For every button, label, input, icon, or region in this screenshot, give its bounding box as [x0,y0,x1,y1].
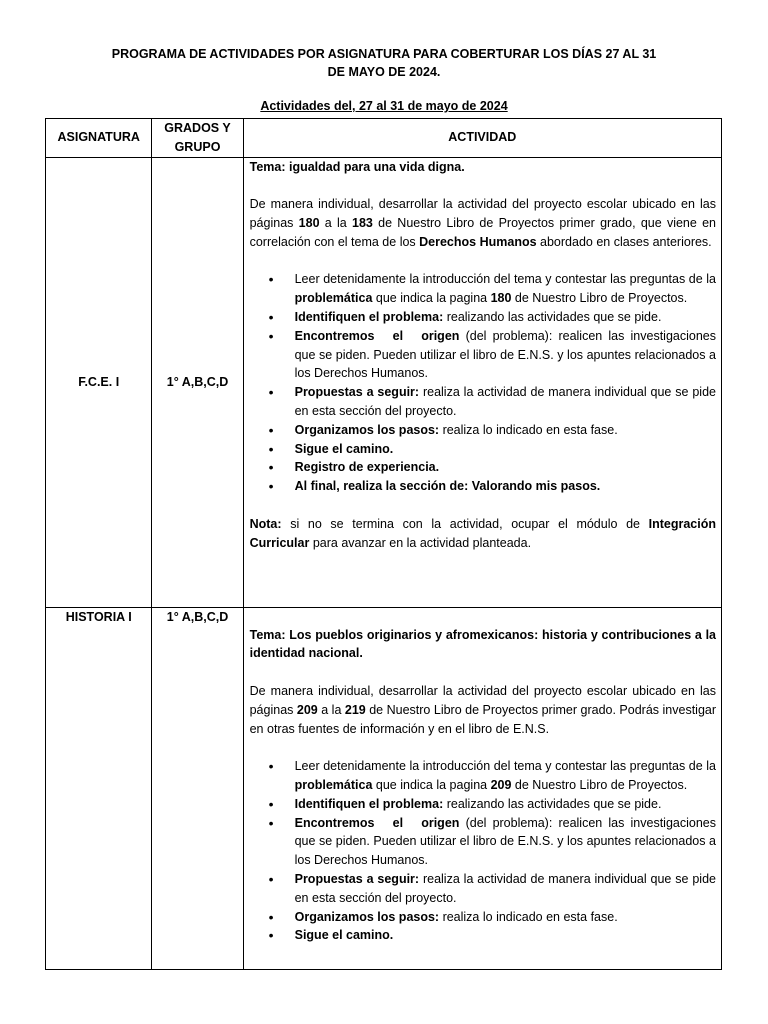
activities-table [45,118,722,970]
subject-cell: HISTORIA I [46,607,152,969]
intro-page-start: 180 [298,215,320,230]
activity-note: Nota: si no se termina con la actividad, ocupar el módulo de Integración Curricular para avanzar en la actividad planteada. [249,516,716,550]
title-line-2: DE MAYO DE 2024. [327,65,441,79]
activity-cell [243,607,721,969]
list-item: • Propuestas a seguir: realiza la actividad de manera individual que se pide en esta sección del proyecto. [295,870,716,908]
list-item: • Sigue el camino. [295,926,716,945]
list-item: • Identifiquen el problema: realizando las actividades que se pide. [295,308,716,327]
list-item: • Leer detenidamente la introducción del tema y contestar las preguntas de la problemática que indica la pagina 180 de Nuestro Libro de Proyectos. [295,270,716,308]
intro-highlight: Derechos Humanos [419,234,537,249]
table-row [46,607,722,969]
activity-topic: Tema: igualdad para una vida digna. [249,159,465,174]
list-item: • Identifiquen el problema: realizando las actividades que se pide. [295,795,716,814]
intro-text: de Nuestro Libro de Proyectos primer grado. Podrás investigar en otras fuentes de información y en el libro de E.N.S. [249,702,717,736]
list-item: • Organizamos los pasos: realiza lo indicado en esta fase. [295,421,716,440]
list-item: • Registro de experiencia. [295,458,716,477]
title-line-1: PROGRAMA DE ACTIVIDADES POR ASIGNATURA PARA COBERTURAR LOS DÍAS 27 AL 31 [111,47,657,61]
header-subject: ASIGNATURA [46,119,152,158]
activity-topic: Tema: Los pueblos originarios y afromexicanos: historia y contribuciones a la identidad nacional. [249,627,716,661]
document-title [60,45,708,81]
activity-intro [250,195,716,251]
intro-page-end: 219 [344,702,366,717]
intro-page-end: 183 [352,215,373,230]
intro-text: de Nuestro Libro de Proyectos primer grado, que viene en correlación con el tema de los [249,215,716,249]
intro-text: a la [317,702,345,717]
header-activity: ACTIVIDAD [243,119,721,158]
steps-list [250,270,716,496]
header-grade-line-1: GRADOS Y [164,121,231,135]
subject-cell: F.C.E. I [46,157,152,607]
intro-page-start: 209 [296,702,318,717]
steps-list [250,757,716,945]
list-item: • Organizamos los pasos: realiza lo indicado en esta fase. [295,908,716,927]
activity-intro [250,682,716,738]
intro-text: De manera individual, desarrollar la actividad del proyecto escolar ubicado en las páginas [249,683,716,717]
list-item: • Encontremos el origen (del problema): realicen las investigaciones que se piden. Pueden utilizar el libro de E.N.S. y los apuntes relacionados a los Derechos Humanos. [295,327,716,383]
table-header-row [46,119,722,158]
header-grade-line-2: GRUPO [174,139,221,154]
intro-text: abordado en clases anteriores. [536,234,712,249]
document-subtitle: Actividades del, 27 al 31 de mayo de 2024 [260,99,508,113]
list-item: • Leer detenidamente la introducción del tema y contestar las preguntas de la problemática que indica la pagina 209 de Nuestro Libro de Proyectos. [295,757,716,795]
list-item: • Al final, realiza la sección de: Valorando mis pasos. [295,477,716,496]
list-item: • Encontremos el origen (del problema): realicen las investigaciones que se piden. Pueden utilizar el libro de E.N.S. y los apuntes relacionados a los Derechos Humanos. [295,814,716,870]
header-grade [152,119,243,158]
activity-cell [243,157,721,607]
intro-text: a la [319,215,353,230]
grade-cell: 1° A,B,C,D [152,157,243,607]
list-item: • Sigue el camino. [295,440,716,459]
note-label: Nota: [249,516,282,531]
intro-text: De manera individual, desarrollar la actividad del proyecto escolar ubicado en las páginas [249,197,716,230]
grade-cell: 1° A,B,C,D [152,607,243,969]
list-item: • Propuestas a seguir: realiza la actividad de manera individual que se pide en esta sección del proyecto. [295,383,716,421]
table-row [46,157,722,607]
